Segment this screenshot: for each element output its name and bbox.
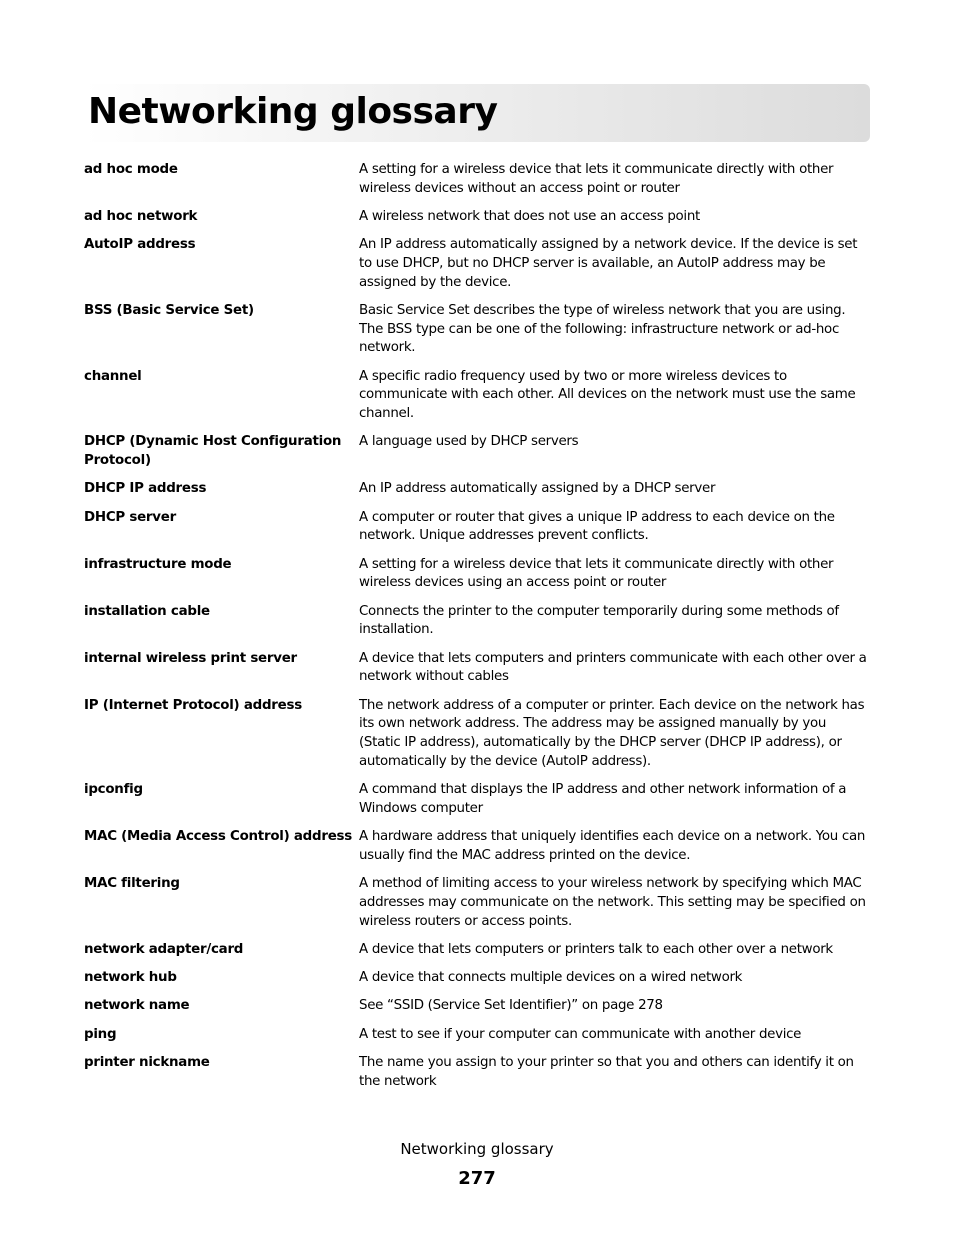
glossary-term: BSS (Basic Service Set) <box>84 303 254 318</box>
glossary-term: internal wireless print server <box>84 650 297 666</box>
glossary-definition: A device that lets computers and printers communicate with each other over a network without cables <box>359 650 867 685</box>
glossary-definition: A language used by DHCP servers <box>359 434 579 450</box>
glossary-term: channel <box>84 368 142 384</box>
glossary-definition: A wireless network that does not use an access point <box>359 209 700 224</box>
glossary-definition: The name you assign to your printer so that you and others can identify it on the network <box>359 1055 854 1089</box>
glossary-entry <box>84 556 870 593</box>
glossary-definition: A hardware address that uniquely identifies each device on a network. You can usually find the MAC address printed on the device. <box>359 829 866 863</box>
glossary-entry <box>84 302 870 358</box>
glossary-definition: A method of limiting access to your wireless network by specifying which MAC addresses may communicate on the network. This setting may be specified on wireless routers or access points. <box>359 876 866 929</box>
glossary-term: DHCP IP address <box>84 481 207 497</box>
glossary-entry <box>84 236 870 292</box>
glossary-definition: An IP address automatically assigned by a network device. If the device is set to use DHCP, but no DHCP server is available, an AutoIP address may be assigned by the device. <box>359 237 858 290</box>
glossary-entry <box>84 1054 870 1091</box>
glossary-term: printer nickname <box>84 1055 210 1070</box>
glossary-entry <box>84 697 870 772</box>
glossary-entry <box>84 997 870 1016</box>
page-number: 277 <box>458 1168 496 1189</box>
glossary-entry <box>84 603 870 640</box>
page-title: Networking glossary <box>88 91 498 132</box>
glossary-term: ipconfig <box>84 782 143 798</box>
glossary-term: installation cable <box>84 603 210 619</box>
glossary-entry <box>84 650 870 687</box>
glossary-entry <box>84 161 870 198</box>
glossary-definition: Basic Service Set describes the type of wireless network that you are using. The BSS type can be one of the following: infrastructure network or ad-hoc network. <box>359 303 846 356</box>
glossary-term: ad hoc mode <box>84 162 178 177</box>
glossary-definition: A setting for a wireless device that lets it communicate directly with other wireless devices without an access point or router <box>359 162 834 196</box>
glossary-term: DHCP (Dynamic Host Configuration Protocol) <box>84 434 342 469</box>
glossary-entry <box>84 875 870 931</box>
glossary-entry <box>84 480 870 499</box>
glossary-term: DHCP server <box>84 509 176 525</box>
glossary-entry <box>84 433 870 470</box>
glossary-definition: A specific radio frequency used by two or more wireless devices to communicate with each other. All devices on the network must use the same channel. <box>359 368 856 422</box>
footer-section-title: Networking glossary <box>400 1140 554 1158</box>
glossary-term: network name <box>84 998 190 1014</box>
glossary-definition: See “SSID (Service Set Identifier)” on page 278 <box>359 998 663 1014</box>
glossary-definition: Connects the printer to the computer temporarily during some methods of installation. <box>359 603 839 638</box>
glossary-term: ad hoc network <box>84 209 198 224</box>
glossary-entry <box>84 509 870 546</box>
title-banner <box>84 84 870 142</box>
glossary-entry <box>84 1026 870 1045</box>
glossary-term: ping <box>84 1026 117 1042</box>
glossary-entry <box>84 781 870 818</box>
glossary-term: network adapter/card <box>84 941 244 957</box>
glossary-entry <box>84 208 870 227</box>
glossary-definition: A device that lets computers or printers talk to each other over a network <box>359 941 833 957</box>
glossary-definition: The network address of a computer or printer. Each device on the network has its own network address. The address may be assigned manually by you (Static IP address), automatically by the DHCP server (DHCP IP address), or automatically by the device (AutoIP address). <box>359 697 865 769</box>
glossary-term: IP (Internet Protocol) address <box>84 697 302 713</box>
glossary-definition: An IP address automatically assigned by a DHCP server <box>359 481 716 497</box>
glossary-definition: A setting for a wireless device that lets it communicate directly with other wireless devices using an access point or router <box>359 556 834 591</box>
glossary-definition: A test to see if your computer can communicate with another device <box>359 1026 802 1042</box>
glossary-definition: A device that connects multiple devices on a wired network <box>359 970 743 986</box>
glossary-term: AutoIP address <box>84 237 196 253</box>
glossary-definition: A computer or router that gives a unique IP address to each device on the network. Unique addresses prevent conflicts. <box>359 509 835 544</box>
glossary-entry <box>84 368 870 424</box>
glossary-entry <box>84 969 870 988</box>
glossary-list <box>84 161 870 1101</box>
glossary-term: MAC (Media Access Control) address <box>84 829 352 845</box>
glossary-definition: A command that displays the IP address and other network information of a Windows computer <box>359 782 847 816</box>
glossary-term: MAC filtering <box>84 876 180 892</box>
glossary-entry <box>84 828 870 865</box>
glossary-term: network hub <box>84 970 177 986</box>
glossary-term: infrastructure mode <box>84 556 232 572</box>
glossary-entry <box>84 941 870 960</box>
